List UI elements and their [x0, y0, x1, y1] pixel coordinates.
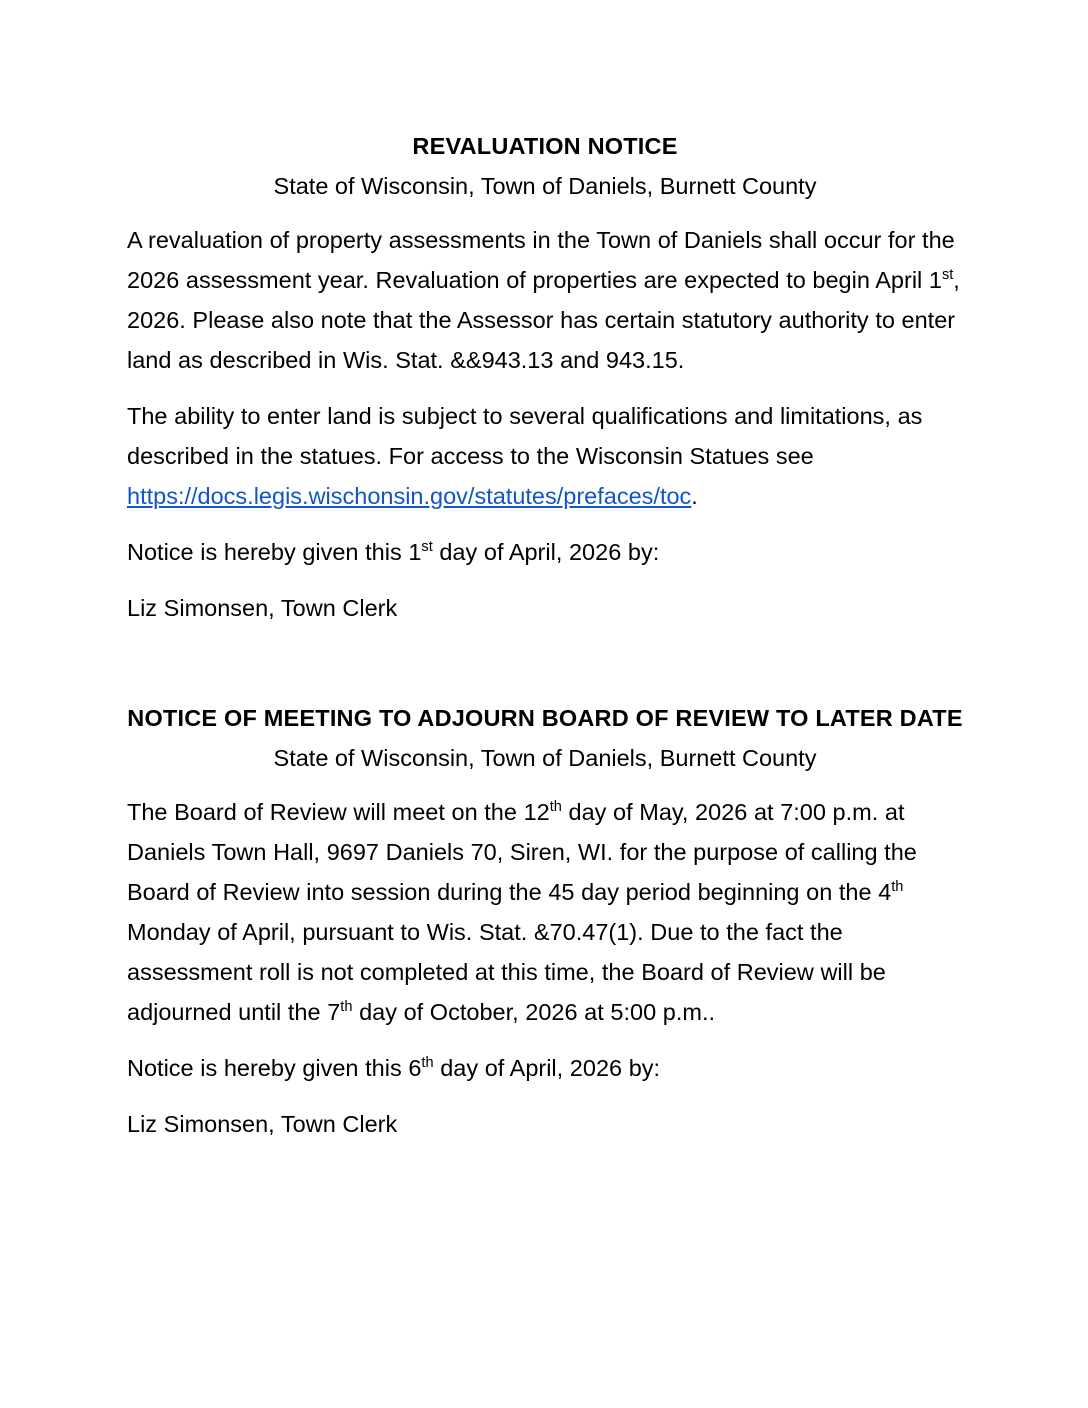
ordinal-suffix-th: th [340, 999, 353, 1016]
revaluation-paragraph-2-text-b: . [691, 483, 698, 509]
board-of-review-paragraph-1 [127, 792, 963, 1032]
spacer [127, 206, 963, 220]
board-of-review-notice-heading: NOTICE OF MEETING TO ADJOURN BOARD OF REVIEW TO LATER DATE [127, 705, 963, 731]
bor-paragraph-text-a: The Board of Review will meet on the 12 [127, 799, 550, 825]
revaluation-paragraph-1-text-a: A revaluation of property assessments in the Town of Daniels shall occur for the 2026 assessment year. Revaluation of properties are expected to begin April 1 [127, 227, 955, 293]
notice-given-text-a: Notice is hereby given this 1 [127, 539, 422, 565]
bor-paragraph-text-d: day of October, 2026 at 5:00 p.m.. [352, 999, 716, 1025]
revaluation-paragraph-1 [127, 220, 963, 380]
ordinal-suffix-th: th [891, 879, 904, 896]
board-of-review-notice-subheading: State of Wisconsin, Town of Daniels, Burnett County [273, 745, 817, 771]
notice-given-text-b: day of April, 2026 by: [432, 539, 660, 565]
revaluation-notice-signatory: Liz Simonsen, Town Clerk [127, 595, 398, 621]
ordinal-suffix-st: st [421, 539, 433, 556]
notice-given-text-a: Notice is hereby given this 6 [127, 1055, 422, 1081]
revaluation-paragraph-2 [127, 396, 963, 516]
document-body [127, 0, 963, 1144]
ordinal-suffix-th: th [421, 1055, 434, 1072]
board-of-review-notice-given-line [127, 1048, 963, 1088]
revaluation-paragraph-2-text-a: The ability to enter land is subject to several qualifications and limitations, as described in the statues. For access to the Wisconsin Statues see [127, 403, 923, 469]
bor-paragraph-text-c: Monday of April, pursuant to Wis. Stat. &70.47(1). Due to the fact the assessment roll is not completed at this time, the Board of Review will be adjourned until the 7 [127, 919, 886, 1025]
revaluation-notice-subheading: State of Wisconsin, Town of Daniels, Burnett County [273, 173, 817, 199]
notice-given-text-b: day of April, 2026 by: [433, 1055, 661, 1081]
revaluation-notice-given-line [127, 532, 963, 572]
revaluation-paragraph-1-text-b: , 2026. Please also note that the Assessor has certain statutory authority to enter land as described in Wis. Stat. &&943.13 and 943.15. [127, 267, 960, 373]
revaluation-notice-heading: REVALUATION NOTICE [412, 133, 678, 159]
bor-paragraph-text-b: day of May, 2026 at 7:00 p.m. at Daniels Town Hall, 9697 Daniels 70, Siren, WI. for the purpose of calling the Board of Review into session during the 45 day period beginning on the 4 [127, 799, 917, 905]
ordinal-suffix-th: th [549, 799, 562, 816]
ordinal-suffix-st: st [941, 267, 954, 284]
spacer [127, 778, 963, 792]
wisconsin-statutes-link[interactable]: https://docs.legis.wischonsin.gov/statutes/prefaces/toc [127, 483, 692, 509]
board-of-review-notice-signatory: Liz Simonsen, Town Clerk [127, 1111, 398, 1137]
section-spacer [127, 628, 963, 698]
